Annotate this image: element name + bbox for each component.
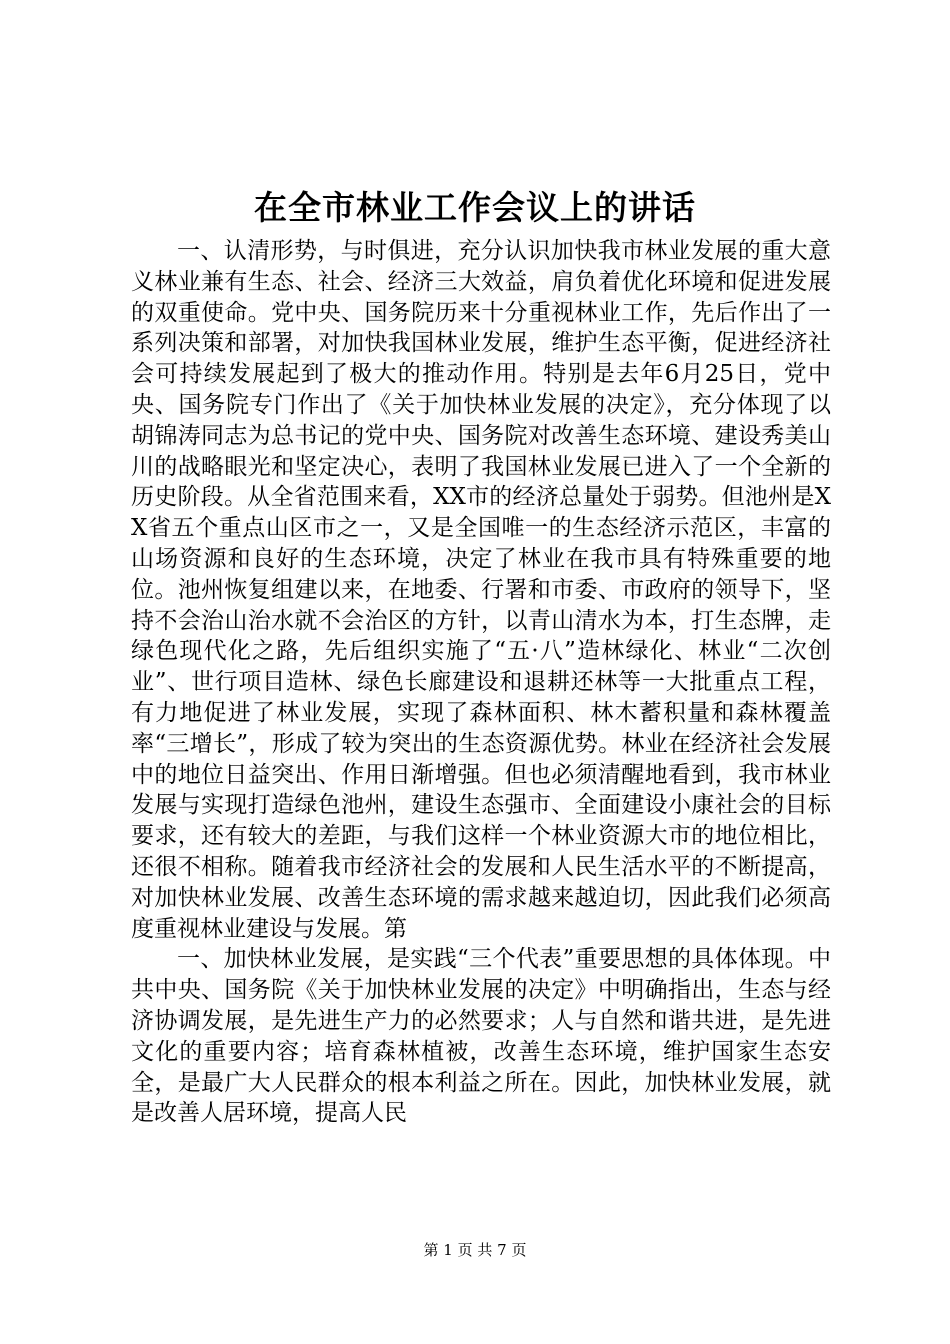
paragraph-2: 一、加快林业发展，是实践“三个代表”重要思想的具体体现。中共中央、国务院《关于加快林业发展的决定》中明确指出，生态与经济协调发展，是先进生产力的必然要求；人与自然和谐共进，是先进文化的重要内容；培育森林植被，改善生态环境，维护国家生态安全，是最广大人民群众的根本利益之所在。因此，加快林业发展，就是改善人居环境，提高人民 [131, 946, 831, 1127]
document-body [131, 236, 831, 1129]
page-footer: 第 1 页 共 7 页 [423, 1241, 527, 1259]
document-title: 在全市林业工作会议上的讲话 [254, 188, 696, 227]
paragraph-1: 一、认清形势，与时俱进，充分认识加快我市林业发展的重大意义林业兼有生态、社会、经济三大效益，肩负着优化环境和促进发展的双重使命。党中央、国务院历来十分重视林业工作，先后作出了一系列决策和部署，对加快我国林业发展，维护生态平衡，促进经济社会可持续发展起到了极大的推动作用。特别是去年6月25日，党中央、国务院专门作出了《关于加快林业发展的决定》，充分体现了以胡锦涛同志为总书记的党中央、国务院对改善生态环境、建设秀美山川的战略眼光和坚定决心，表明了我国林业发展已进入了一个全新的历史阶段。从全省范围来看，XX市的经济总量处于弱势。但池州是XX省五个重点山区市之一，又是全国唯一的生态经济示范区，丰富的山场资源和良好的生态环境，决定了林业在我市具有特殊重要的地位。池州恢复组建以来，在地委、行署和市委、市政府的领导下，坚持不会治山治水就不会治区的方针，以青山清水为本，打生态牌，走绿色现代化之路，先后组织实施了“五·八”造林绿化、林业“二次创业”、世行项目造林、绿色长廊建设和退耕还林等一大批重点工程，有力地促进了林业发展，实现了森林面积、林木蓄积量和森林覆盖率“三增长”，形成了较为突出的生态资源优势。林业在经济社会发展中的地位日益突出、作用日渐增强。但也必须清醒地看到，我市林业发展与实现打造绿色池州，建设生态强市、全面建设小康社会的目标要求，还有较大的差距，与我们这样一个林业资源大市的地位相比，还很不相称。随着我市经济社会的发展和人民生活水平的不断提高，对加快林业发展、改善生态环境的需求越来越迫切，因此我们必须高度重视林业建设与发展。第 [131, 238, 831, 942]
